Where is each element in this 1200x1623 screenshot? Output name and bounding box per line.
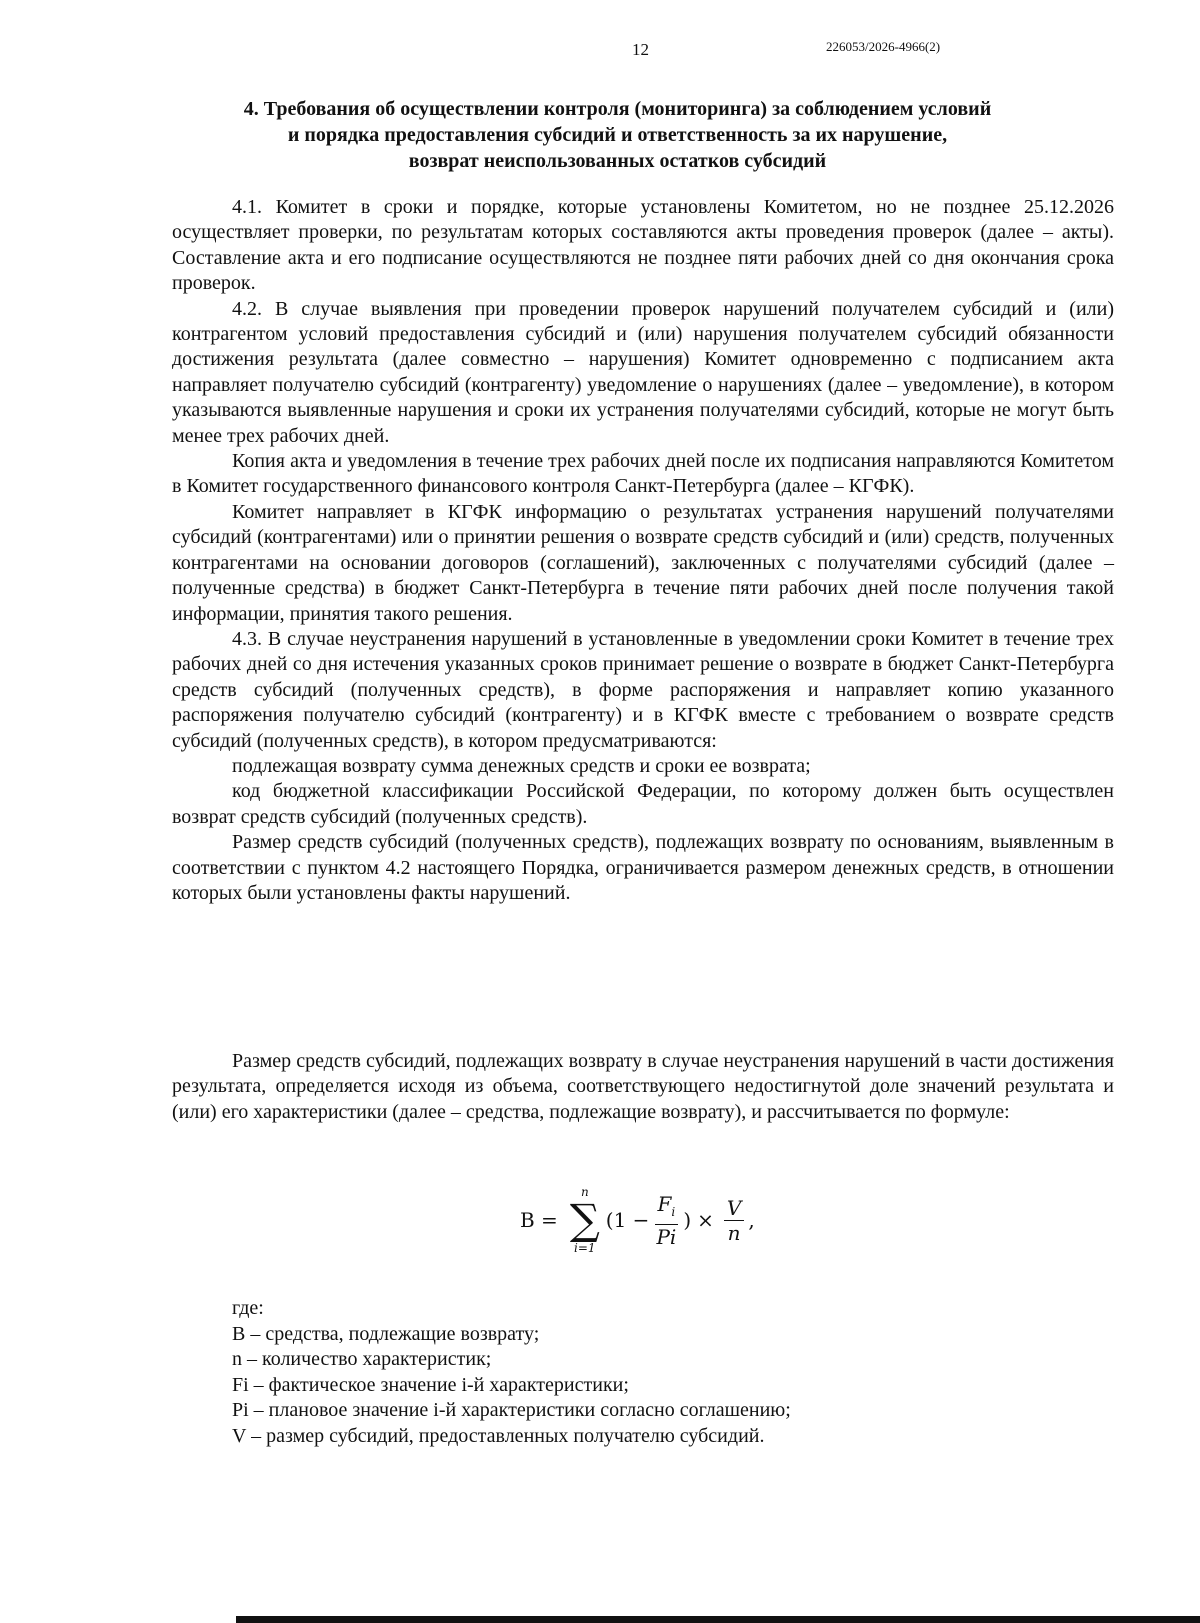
paragraph-refund-size: Размер средств субсидий (полученных средств), подлежащих возврату по основаниям, выявленным в соответствии с пунктом 4.2 настоящего Порядка, ограничивается размером денежных средств, в отношении которых были установлены факты нарушений.	[172, 831, 1114, 904]
fraction-numerator	[655, 1192, 679, 1225]
paragraph-kgfk-info: Комитет направляет в КГФК информацию о результатах устранения нарушений получателями субсидий (контрагентами) или о принятии решения о возврате средств субсидий и (или) средств, полученных контрагентами на основании договоров (соглашений), заключенных с получателями субсидий (далее – полученные средства) в бюджет Санкт-Петербурга в течение пяти рабочих дней после получения такой информации, принятия такого решения.	[172, 500, 1114, 625]
times-symbol: ×	[697, 1208, 714, 1232]
paragraph-4-1: 4.1. Комитет в сроки и порядке, которые установлены Комитетом, но не позднее 25.12.2026 осуществляет проверки, по результатам которых составляются акты проведения проверок (далее – акты). Составление акта и его подписание осуществляются не позднее пяти рабочих дней со дня окончания срока проверок.	[172, 196, 1114, 295]
paragraph-budget-code: код бюджетной классификации Российской Федерации, по которому должен быть осуществлен возврат средств субсидий (полученных средств).	[172, 780, 1114, 828]
fraction-denominator: Pi	[656, 1224, 677, 1249]
formula-open: (1 −	[605, 1208, 650, 1232]
body-text-block-formula-intro	[172, 1049, 1114, 1125]
numerator-f: F	[657, 1191, 672, 1216]
formula-close: )	[683, 1208, 692, 1232]
document-code: 226053/2026-4966(2)	[826, 39, 941, 54]
fraction-numerator: V	[724, 1196, 744, 1221]
paragraph-act-copy: Копия акта и уведомления в течение трех рабочих дней после их подписания направляются Комитетом в Комитет государственного финансового контроля Санкт-Петербурга (далее – КГФК).	[172, 450, 1114, 498]
formula-end: ,	[748, 1208, 755, 1232]
definition-line: Fi – фактическое значение i-й характеристики;	[232, 1373, 629, 1396]
summation	[570, 1185, 600, 1255]
formula-definitions	[232, 1296, 791, 1449]
definition-line: V – размер субсидий, предоставленных получателю субсидий.	[232, 1424, 765, 1447]
paragraph-4-3: 4.3. В случае неустранения нарушений в установленные в уведомлении сроки Комитет в течение трех рабочих дней со дня истечения указанных сроков принимает решение о возврате в бюджет Санкт-Петербурга средств субсидий (полученных средств), в форме распоряжения и направляет копию указанного распоряжения получателю субсидий (контрагенту) и в КГФК вместе с требованием о возврате средств субсидий (полученных средств), в котором предусматриваются:	[172, 627, 1114, 752]
page-number: 12	[632, 40, 649, 59]
paragraph-4-2: 4.2. В случае выявления при проведении проверок нарушений получателем субсидий и (или) контрагентом условий предоставления субсидий и (или) нарушения получателем субсидий обязанности достижения результата (далее совместно – нарушения) Комитет одновременно с подписанием акта направляет получателю субсидий (контрагенту) уведомление о нарушениях (далее – уведомление), в котором указываются выявленные нарушения и сроки их устранения получателями субсидий, которые не могут быть менее трех рабочих дней.	[172, 297, 1114, 447]
definition-line: n – количество характеристик;	[232, 1348, 492, 1370]
sum-upper-limit: n	[580, 1185, 589, 1199]
definition-line: Pi – плановое значение i-й характеристики согласно соглашению;	[232, 1399, 791, 1421]
sum-lower-limit: i=1	[574, 1241, 596, 1255]
fraction-fi-pi	[653, 1192, 679, 1249]
scan-edge-line	[236, 1616, 1200, 1623]
paragraph-formula-intro: Размер средств субсидий, подлежащих возврату в случае неустранения нарушений в части достижения результата, определяется исходя из объема, соответствующего недостигнутой доле значений результата и (или) его характеристики (далее – средства, подлежащие возврату), и рассчитывается по формуле:	[172, 1050, 1114, 1123]
definition-line: В – средства, подлежащие возврату;	[232, 1322, 540, 1345]
title-line: возврат неиспользованных остатков субсидий	[408, 150, 827, 172]
numerator-subscript: i	[671, 1204, 676, 1219]
section-title	[150, 96, 1085, 174]
title-line: 4. Требования об осуществлении контроля (мониторинга) за соблюдением условий	[243, 98, 992, 120]
fraction-denominator: n	[727, 1220, 741, 1245]
paragraph-refund-sum: подлежащая возврату сумма денежных средств и сроки ее возврата;	[232, 754, 811, 777]
fraction-v-n	[724, 1196, 744, 1245]
definition-line: где:	[232, 1297, 264, 1319]
formula-lhs: В =	[520, 1208, 558, 1232]
sigma-symbol: ∑	[569, 1195, 600, 1244]
refund-formula	[520, 1180, 755, 1260]
title-line: и порядка предоставления субсидий и ответственность за их нарушение,	[287, 124, 948, 146]
body-text-block	[172, 195, 1114, 906]
